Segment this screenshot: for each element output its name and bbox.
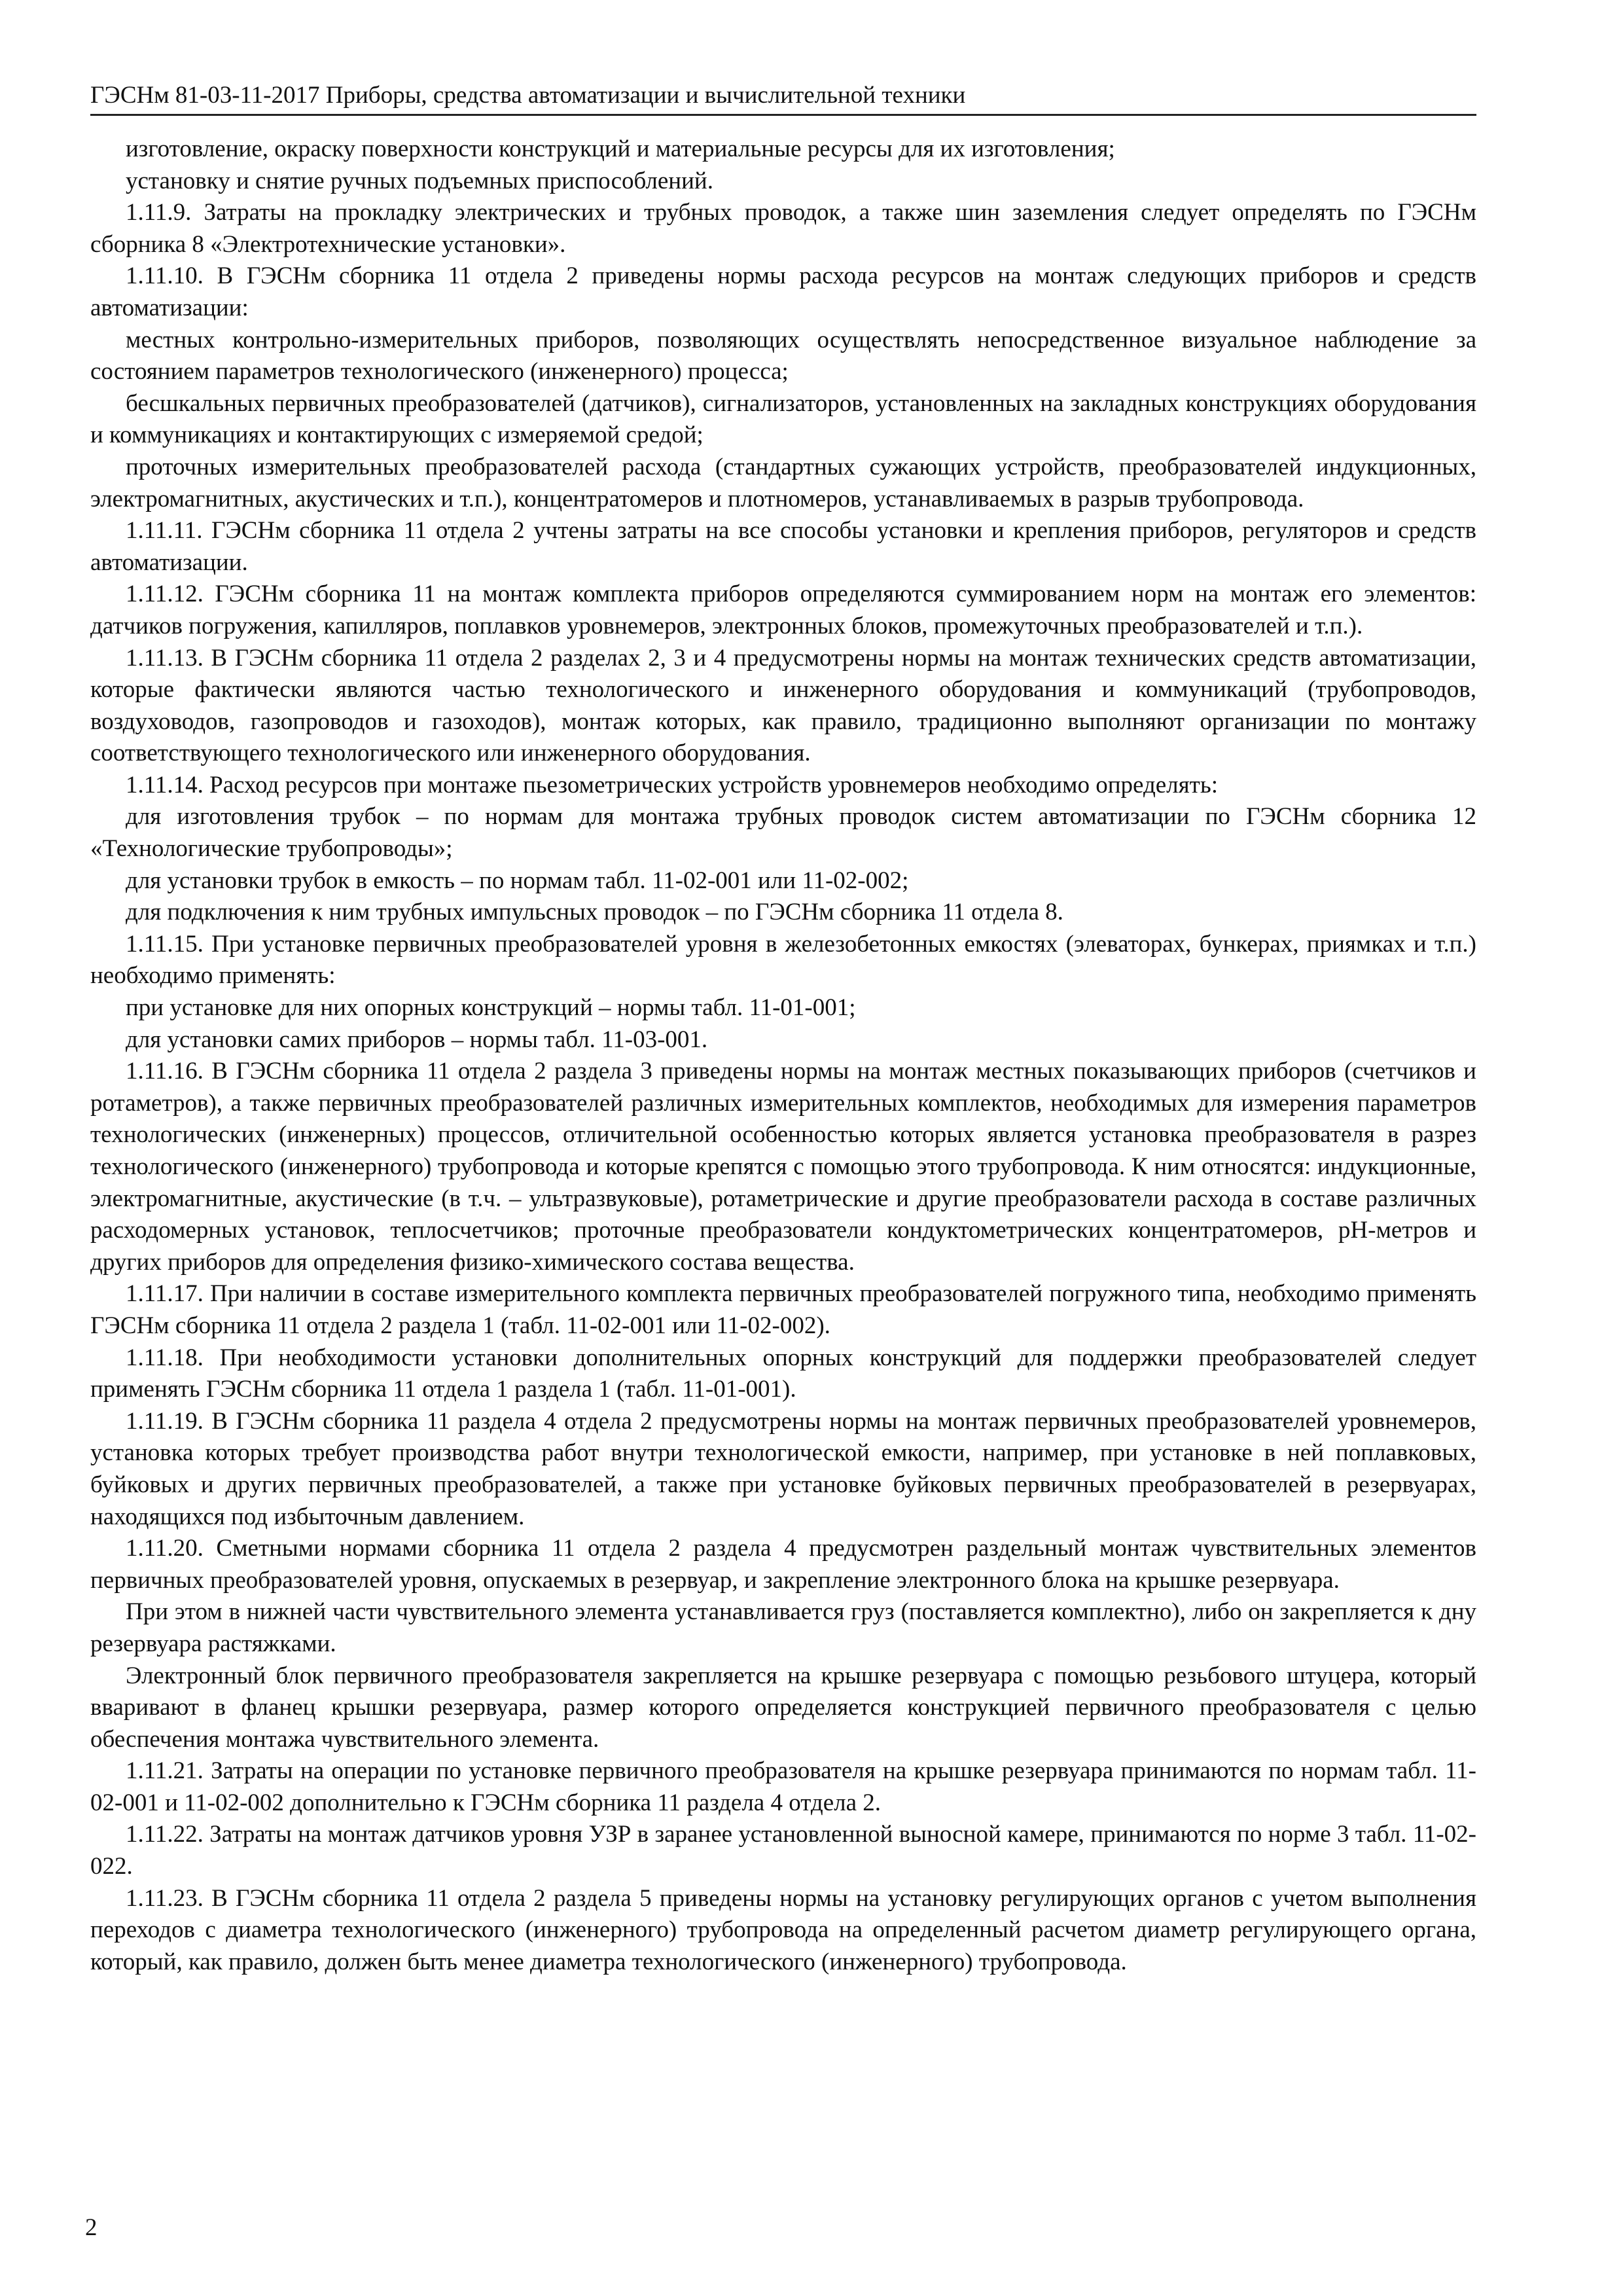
paragraph: При этом в нижней части чувствительного элемента устанавливается груз (поставляется комплектно), либо он закрепляется к дну резервуара растяжками. <box>90 1598 1476 1657</box>
paragraph: местных контрольно-измерительных приборов, позволяющих осуществлять непосредственное визуальное наблюдение за состоянием параметров технологического (инженерного) процесса; <box>90 326 1476 386</box>
paragraph: 1.11.21. Затраты на операции по установке первичного преобразователя на крышке резервуара принимаются по нормам табл. 11-02-001 и 11-02-002 дополнительно к ГЭСНм сборника 11 раздела 4 отдела 2. <box>90 1757 1476 1816</box>
paragraph: изготовление, окраску поверхности конструкций и материальные ресурсы для их изготовления; <box>126 135 1115 162</box>
paragraph: 1.11.18. При необходимости установки дополнительных опорных конструкций для поддержки преобразователей следует применять ГЭСНм сборника 11 отдела 1 раздела 1 (табл. 11-01-001). <box>90 1344 1476 1403</box>
paragraph: 1.11.23. В ГЭСНм сборника 11 отдела 2 раздела 5 приведены нормы на установку регулирующих органов с учетом выполнения переходов с диаметра технологического (инженерного) трубопровода на определенный расчетом диаметр регулирующего органа, который, как правило, должен быть менее диаметра технологического (инженерного) трубопровода. <box>90 1884 1476 1975</box>
paragraph: для установки трубок в емкость – по нормам табл. 11-02-001 или 11-02-002; <box>126 867 909 894</box>
paragraph: для подключения к ним трубных импульсных проводок – по ГЭСНм сборника 11 отдела 8. <box>126 899 1063 926</box>
paragraph: бесшкальных первичных преобразователей (датчиков), сигнализаторов, установленных на закладных конструкциях оборудования и коммуникациях и контактирующих с измеряемой средой; <box>90 389 1476 449</box>
paragraph: проточных измерительных преобразователей расхода (стандартных сужающих устройств, преобразователей индукционных, электромагнитных, акустических и т.п.), концентратомеров и плотномеров, устанавливаемых в разрыв трубопровода. <box>90 453 1476 512</box>
paragraph: для установки самих приборов – нормы табл. 11-03-001. <box>126 1026 708 1053</box>
paragraph: установку и снятие ручных подъемных приспособлений. <box>126 167 713 194</box>
document-body <box>90 134 1476 1978</box>
paragraph: 1.11.9. Затраты на прокладку электрических и трубных проводок, а также шин заземления следует определять по ГЭСНм сборника 8 «Электротехнические установки». <box>90 199 1476 258</box>
paragraph: 1.11.16. В ГЭСНм сборника 11 отдела 2 раздела 3 приведены нормы на монтаж местных показывающих приборов (счетчиков и ротаметров), а также первичных преобразователей различных измерительных комплектов, необходимых для измерения параметров технологических (инженерных) процессов, отличительной особенностью которых является установка преобразователя в разрез технологического (инженерного) трубопровода и которые крепятся с помощью этого трубопровода. К ним относятся: индукционные, электромагнитные, акустические (в т.ч. – ультразвуковые), ротаметрические и другие преобразователи расхода в составе различных расходомерных установок, теплосчетчиков; проточные преобразователи кондуктометрических концентратомеров, pH-метров и других приборов для определения физико-химического состава вещества. <box>90 1058 1476 1276</box>
paragraph: 1.11.13. В ГЭСНм сборника 11 отдела 2 разделах 2, 3 и 4 предусмотрены нормы на монтаж технических средств автоматизации, которые фактически являются частью технологического и инженерного оборудования и коммуникаций (трубопроводов, воздуховодов, газопроводов и газоходов), монтаж которых, как правило, традиционно выполняют организации по монтажу соответствующего технологического или инженерного оборудования. <box>90 644 1476 767</box>
page-number: 2 <box>85 2214 98 2241</box>
paragraph: 1.11.19. В ГЭСНм сборника 11 раздела 4 отдела 2 предусмотрены нормы на монтаж первичных преобразователей уровнемеров, установка которых требует производства работ внутри технологической емкости, например, при установке в ней поплавковых, буйковых и других первичных преобразователей, а также при установке буйковых первичных преобразователей в резервуарах, находящихся под избыточным давлением. <box>90 1407 1476 1530</box>
paragraph: при установке для них опорных конструкций – нормы табл. 11-01-001; <box>126 994 856 1022</box>
paragraph: 1.11.12. ГЭСНм сборника 11 на монтаж комплекта приборов определяются суммированием норм на монтаж его элементов: датчиков погружения, капилляров, поплавков уровнемеров, электронных блоков, промежуточных преобразователей и т.п.). <box>90 581 1476 639</box>
paragraph: Электронный блок первичного преобразователя закрепляется на крышке резервуара с помощью резьбового штуцера, который вваривают в фланец крышки резервуара, размер которого определяется конструкцией первичного преобразователя с целью обеспечения монтажа чувствительного элемента. <box>90 1662 1476 1753</box>
paragraph: 1.11.14. Расход ресурсов при монтаже пьезометрических устройств уровнемеров необходимо определять: <box>126 771 1218 798</box>
paragraph: для изготовления трубок – по нормам для монтажа трубных проводок систем автоматизации по ГЭСНм сборника 12 «Технологические трубопроводы»; <box>90 803 1476 863</box>
paragraph: 1.11.15. При установке первичных преобразователей уровня в железобетонных емкостях (элеваторах, бункерах, приямках и т.п.) необходимо применять: <box>90 930 1476 990</box>
paragraph: 1.11.20. Сметными нормами сборника 11 отдела 2 раздела 4 предусмотрен раздельный монтаж чувствительных элементов первичных преобразователей уровня, опускаемых в резервуар, и закрепление электронного блока на крышке резервуара. <box>90 1535 1476 1594</box>
paragraph: 1.11.17. При наличии в составе измерительного комплекта первичных преобразователей погружного типа, необходимо применять ГЭСНм сборника 11 отдела 2 раздела 1 (табл. 11-02-001 или 11-02-002). <box>90 1280 1476 1339</box>
paragraph: 1.11.10. В ГЭСНм сборника 11 отдела 2 приведены нормы расхода ресурсов на монтаж следующих приборов и средств автоматизации: <box>90 262 1476 321</box>
paragraph: 1.11.11. ГЭСНм сборника 11 отдела 2 учтены затраты на все способы установки и крепления приборов, регуляторов и средств автоматизации. <box>90 517 1476 576</box>
paragraph: 1.11.22. Затраты на монтаж датчиков уровня УЗР в заранее установленной выносной камере, принимаются по норме 3 табл. 11-02-022. <box>90 1821 1476 1880</box>
running-header: ГЭСНм 81-03-11-2017 Приборы, средства автоматизации и вычислительной техники <box>90 77 1476 116</box>
